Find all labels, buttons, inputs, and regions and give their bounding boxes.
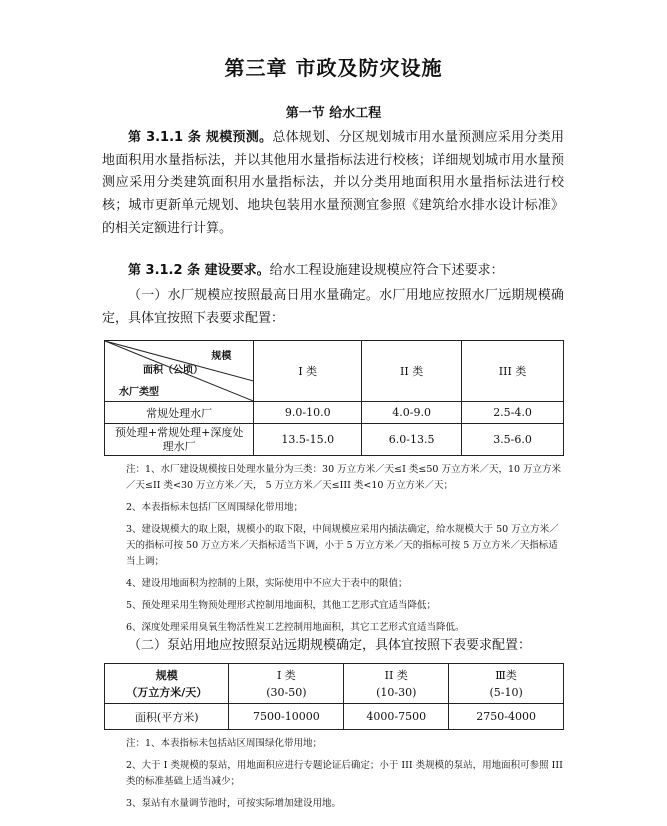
table-1-cell: 3.5-6.0 bbox=[462, 424, 564, 456]
item-2-paragraph: （二）泵站用地应按照泵站远期规模确定，具体宜按照下表要求配置： bbox=[128, 638, 532, 653]
chapter-title: 第三章 市政及防灾设施 bbox=[224, 56, 443, 80]
table-2-header-line2: (30-50) bbox=[266, 685, 307, 699]
clause-3-1-1-text: 总体规划、分区规划城市用水量预测应采用分类用地面积用水量指标法，并以其他用水量指标法进行校核；详细规划城市用水量预测应采用分类建筑面积用水量指标法，并以分类用地面积用水量指标法进行校核；城市更新单元规划、地块包装用水量预测宜参照《建筑给水排水设计标准》的相关定额进行计算。 bbox=[102, 130, 564, 236]
clause-3-1-2-text: 给水工程设施建设规模应符合下述要求： bbox=[269, 263, 504, 278]
table-2-cell: 7500-10000 bbox=[229, 704, 344, 730]
table-1-cell: 2.5-4.0 bbox=[462, 402, 564, 424]
clause-3-1-1-label: 第 3.1.1 条 规模预测。 bbox=[128, 130, 273, 145]
table-2-header-line2: （万立方米/天） bbox=[126, 685, 208, 699]
table-2-row-label: 面积(平方米) bbox=[105, 704, 229, 730]
table-2-header-line1: Ⅲ类 bbox=[495, 668, 517, 682]
table-1-row-type: 常规处理水厂 bbox=[105, 402, 254, 424]
table-2-cell: 4000-7500 bbox=[344, 704, 449, 730]
table-1-row-type: 预处理+常规处理+深度处理水厂 bbox=[105, 424, 254, 456]
table-row bbox=[105, 424, 564, 456]
table-1-col-header: I 类 bbox=[254, 341, 362, 402]
note-item: 3、泵站有水量调节池时，可按实际增加建设用地。 bbox=[126, 798, 342, 809]
note-item: 5、预处理采用生物预处理形式控制用地面积，其他工艺形式宜适当降低； bbox=[126, 600, 437, 611]
table-2-header-line2: (10-30) bbox=[376, 685, 417, 699]
note-item: 2、本表指标未包括厂区周围绿化带用地； bbox=[126, 502, 304, 513]
table-2-header bbox=[344, 664, 449, 704]
table-1-cell: 9.0-10.0 bbox=[254, 402, 362, 424]
table-2-header bbox=[229, 664, 344, 704]
note-item: 6、深度处理采用臭氧生物活性炭工艺控制用地面积，其它工艺形式宜适当降低。 bbox=[126, 622, 465, 633]
table-1-cell: 4.0-9.0 bbox=[362, 402, 462, 424]
clause-3-1-2-label: 第 3.1.2 条 建设要求。 bbox=[128, 263, 270, 278]
table-1-cell: 6.0-13.5 bbox=[362, 424, 462, 456]
water-plant-table bbox=[104, 340, 564, 456]
item-1-paragraph: （一）水厂规模应按照最高日用水量确定。水厂用地应按照水厂远期规模确定，具体宜按照下表要求配置： bbox=[102, 288, 564, 326]
table-1-col-header: III 类 bbox=[462, 341, 564, 402]
section-title: 第一节 给水工程 bbox=[285, 106, 382, 121]
table-row bbox=[105, 704, 564, 730]
table-2-header bbox=[105, 664, 229, 704]
note-item: 注：1、水厂建设规模按日处理水量分为三类：30 万立方米／天≤I 类≤50 万立方米／天，10 万立方米／天≤II 类<30 万立方米／天， 5 万立方米／天≤III 类<10 万立方米／天； bbox=[126, 464, 562, 491]
table-1-corner-header bbox=[105, 341, 254, 402]
note-item: 3、建设规模大的取上限，规模小的取下限，中间规模应采用内插法确定，给水规模大于 50 万立方米／天的指标可按 50 万立方米／天指标适当下调，小于 5 万立方米／天的指标可按 5 万立方米／天指标适当上调； bbox=[126, 524, 559, 567]
table-1-col-header: II 类 bbox=[362, 341, 462, 402]
clause-3-1-1 bbox=[102, 127, 564, 241]
table-1-cell: 13.5-15.0 bbox=[254, 424, 362, 456]
corner-label-scale: 规模 bbox=[211, 351, 232, 362]
table-2-header-line1: 规模 bbox=[155, 668, 178, 682]
table-row bbox=[105, 402, 564, 424]
table-2-header-line2: (5-10) bbox=[489, 685, 523, 699]
table-2-header-line1: II 类 bbox=[384, 668, 408, 682]
clause-3-1-2 bbox=[102, 260, 564, 283]
table-2-cell: 2750-4000 bbox=[449, 704, 564, 730]
note-item: 注：1、本表指标未包括站区周围绿化带用地； bbox=[126, 738, 323, 749]
note-item: 2、大于 I 类规模的泵站，用地面积应进行专题论证后确定；小于 III 类规模的泵站，用地面积可参照 III 类的标准基础上适当减少； bbox=[126, 760, 563, 787]
pump-station-table bbox=[104, 663, 564, 730]
note-item: 4、建设用地面积为控制的上限，实际使用中不应大于表中的限值； bbox=[126, 578, 408, 589]
table-1-notes bbox=[126, 462, 566, 642]
corner-label-area: 面积（公顷） bbox=[143, 365, 203, 376]
table-2-header bbox=[449, 664, 564, 704]
corner-label-type: 水厂类型 bbox=[119, 387, 159, 398]
table-2-notes bbox=[126, 736, 566, 818]
table-2-header-line1: I 类 bbox=[276, 668, 296, 682]
